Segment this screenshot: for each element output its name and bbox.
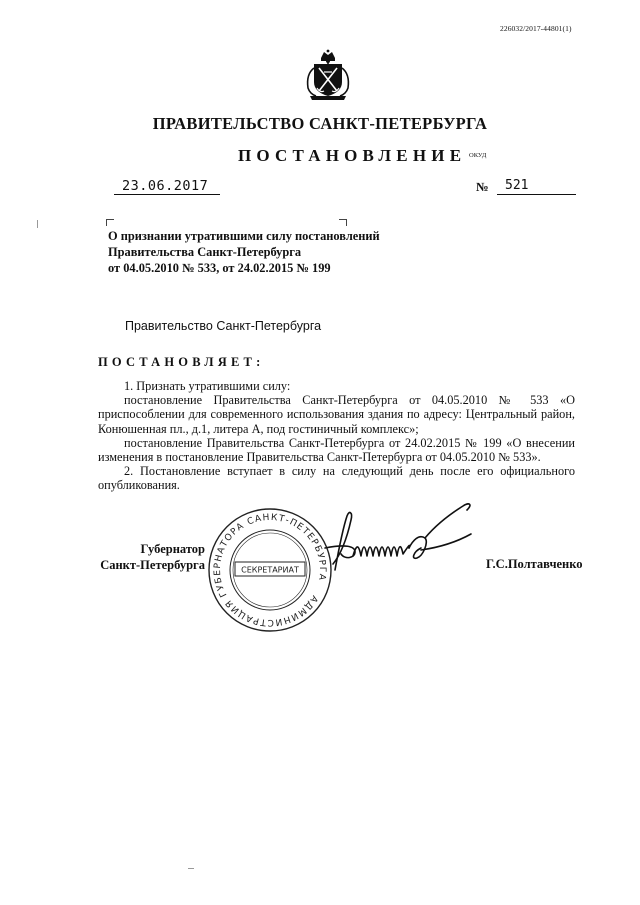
signatory-position xyxy=(98,541,205,573)
signatory-position-line-1: Губернатор xyxy=(140,542,205,556)
margin-mark xyxy=(37,220,38,228)
title-line-2: Правительства Санкт-Петербурга xyxy=(108,245,302,259)
seal-ring-text: АДМИНИСТРАЦИЯ ГУБЕРНАТОРА САНКТ-ПЕТЕРБУРГА xyxy=(212,512,328,628)
government-title: ПРАВИТЕЛЬСТВО САНКТ-ПЕТЕРБУРГА xyxy=(152,114,488,133)
body-paragraph-2: постановление Правительства Санкт-Петербурга от 04.05.2010 № 533 «О приспособлении для современного использования здания по адресу: Центральный район, Конюшенная пл., д.1, литера А, под гостиничный комплекс»; xyxy=(98,393,575,436)
document-registration-number: 226032/2017-44801(1) xyxy=(500,24,572,33)
number-underline xyxy=(497,194,576,195)
body-paragraph-3: постановление Правительства Санкт-Петербурга от 24.02.2015 № 199 «О внесении изменения в постановление Правительства Санкт-Петербурга от 04.05.2010 № 533». xyxy=(98,435,575,465)
handwritten-signature xyxy=(285,498,485,580)
title-corner-left xyxy=(106,219,114,226)
body-paragraph-1: 1. Признать утратившими силу: xyxy=(124,379,291,393)
decree-body xyxy=(98,379,575,493)
signatory-name: Г.С.Полтавченко xyxy=(486,557,583,571)
title-line-3: от 04.05.2010 № 533, от 24.02.2015 № 199 xyxy=(108,261,331,275)
okud-label: ОКУД xyxy=(469,152,487,159)
seal-center-text: СЕКРЕТАРИАТ xyxy=(241,565,299,575)
number-sign: № xyxy=(476,180,489,194)
title-line-1: О признании утратившими силу постановлений xyxy=(108,229,380,243)
saint-petersburg-coat-of-arms-icon xyxy=(300,48,356,102)
body-paragraph-4: 2. Постановление вступает в силу на следующий день после его официального опубликования. xyxy=(98,464,575,493)
document-number: 521 xyxy=(505,178,529,193)
signatory-position-line-2: Санкт-Петербурга xyxy=(100,558,205,572)
date-underline xyxy=(114,194,220,195)
preamble: Правительство Санкт-Петербурга xyxy=(125,319,322,333)
document-title xyxy=(108,228,380,276)
document-type-heading: ПОСТАНОВЛЕНИЕ xyxy=(238,146,467,165)
page-bottom-mark xyxy=(188,868,194,869)
decree-word: ПОСТАНОВЛЯЕТ: xyxy=(98,355,265,369)
title-corner-right xyxy=(339,219,347,226)
document-date: 23.06.2017 xyxy=(122,178,209,194)
